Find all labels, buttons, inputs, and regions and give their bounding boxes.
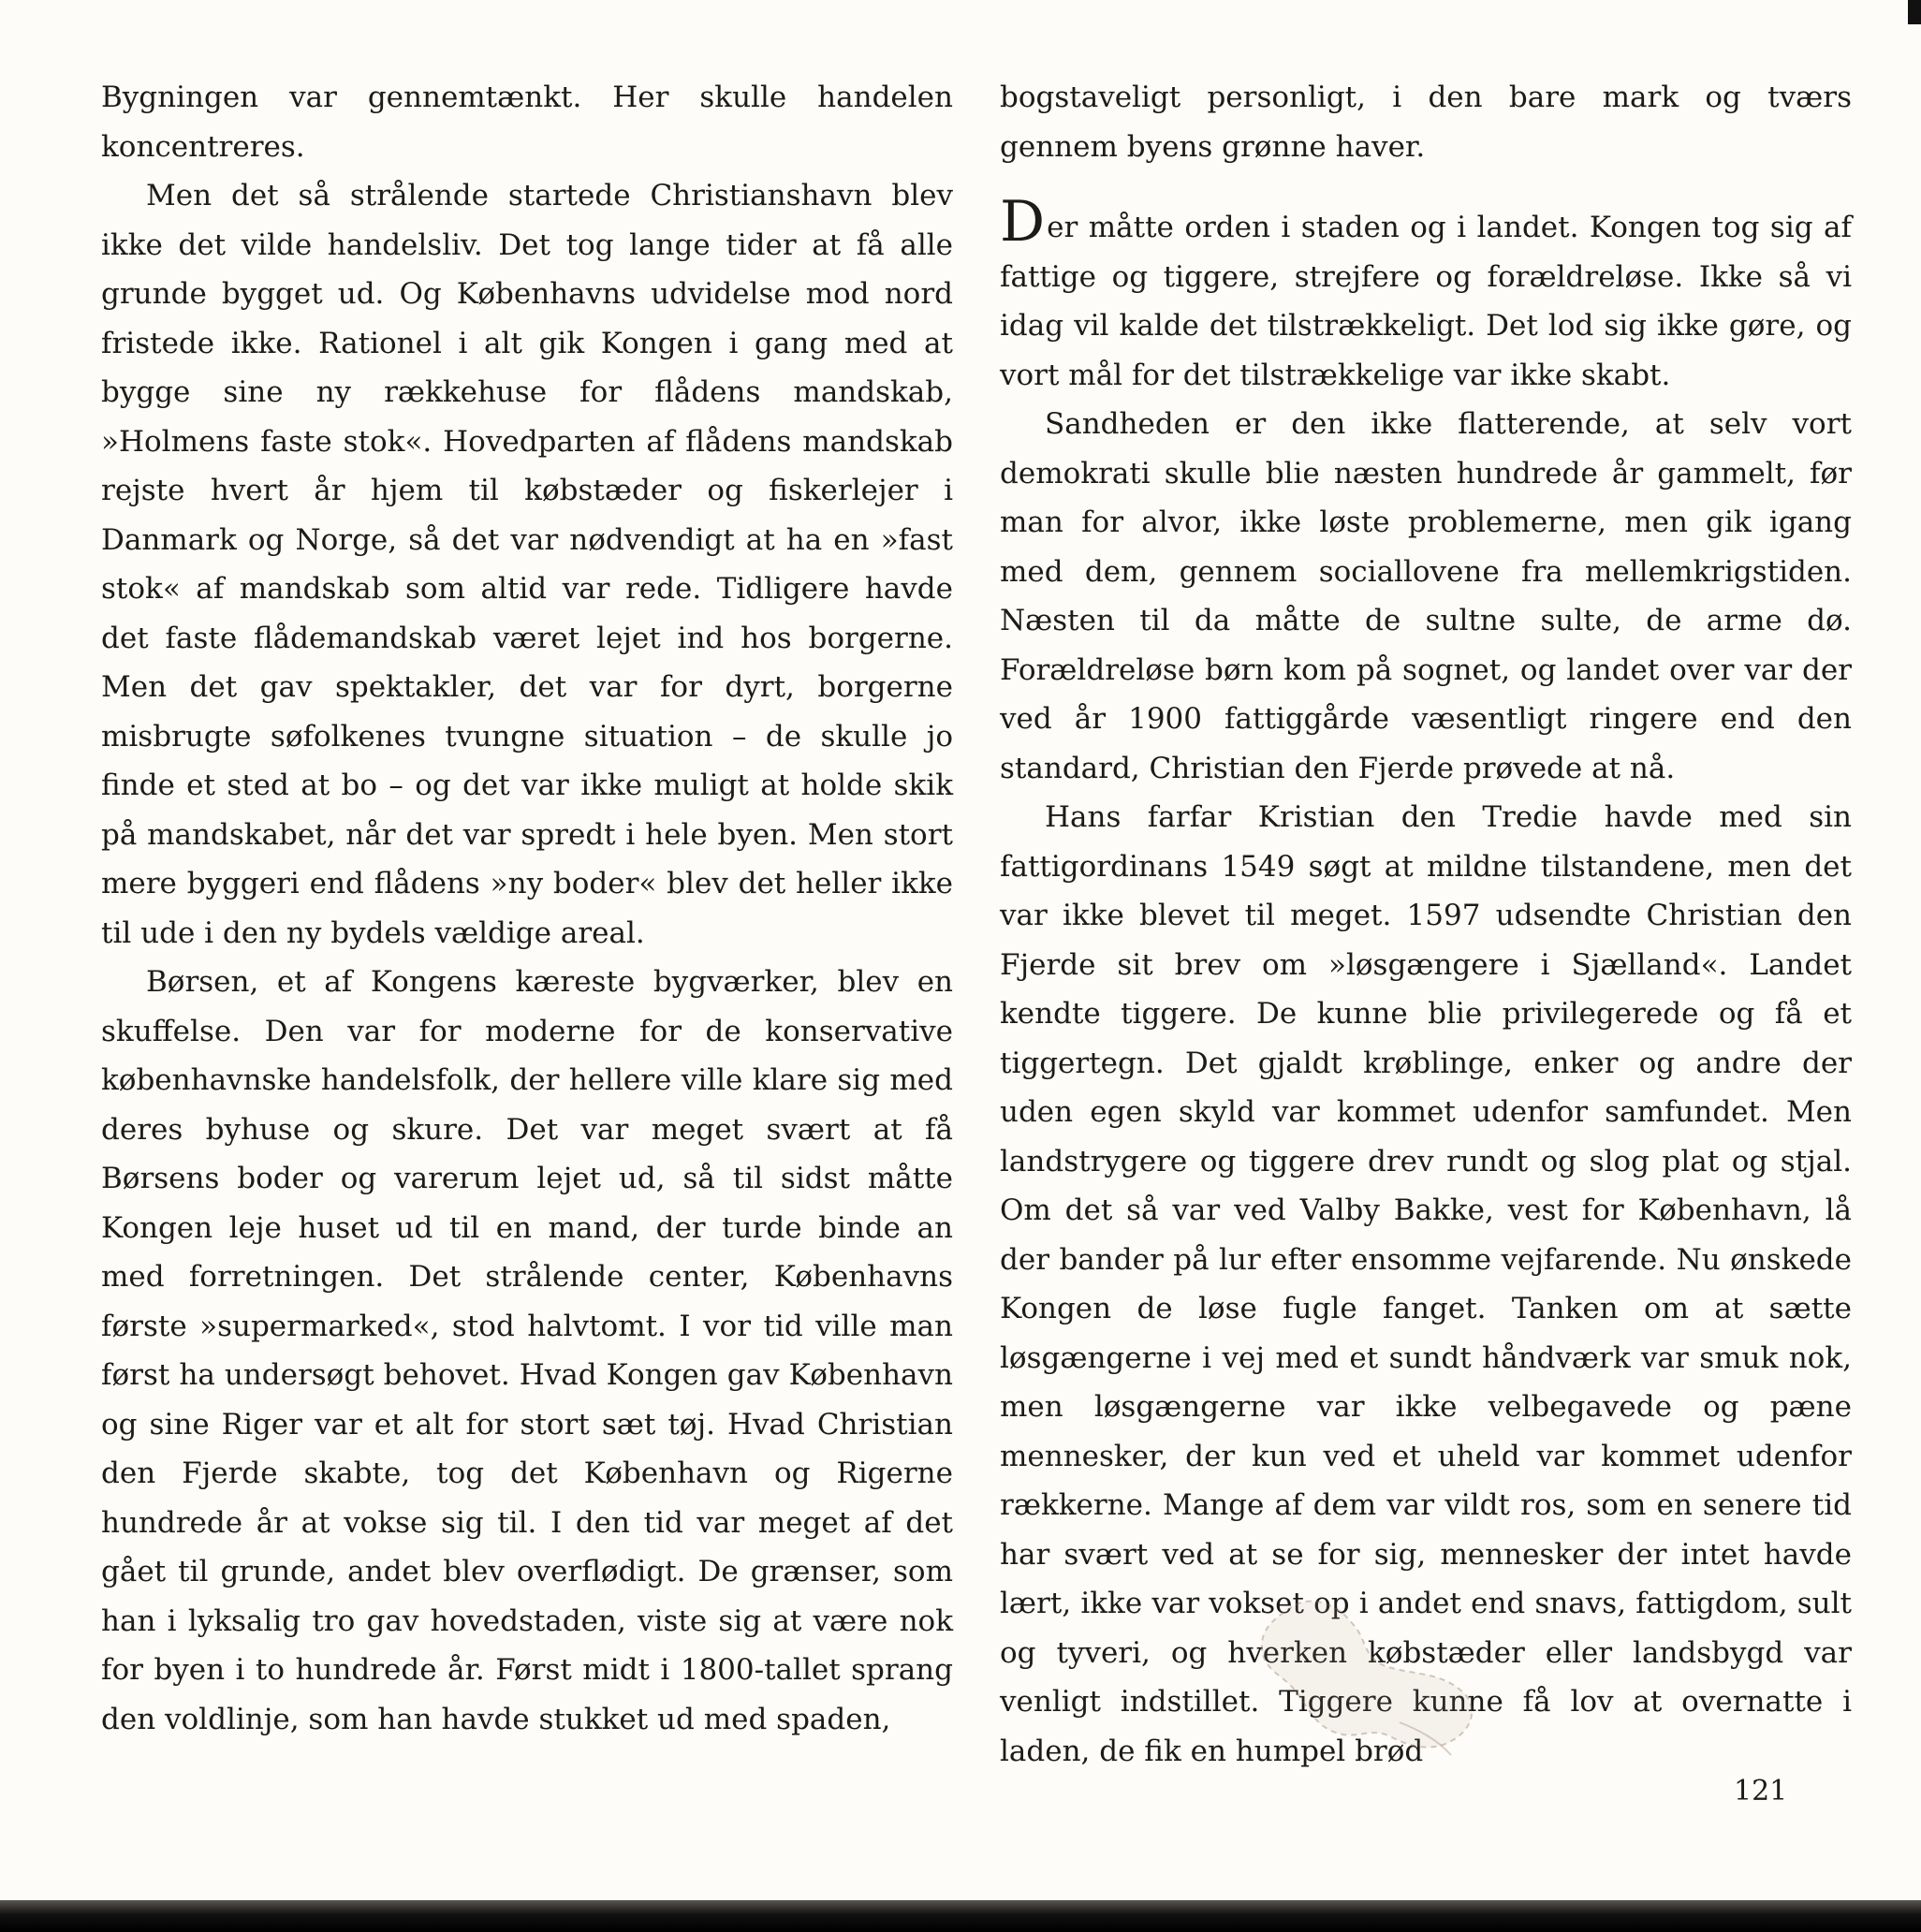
page-number: 121 [1734, 1775, 1788, 1808]
section-first-text: er måtte orden i staden og i landet. Kongen tog sig af fattige og tiggere, strejfere og forældreløse. Ikke så vi idag vil kalde det tilstrækkeligt. Det lod sig ikke gøre, og vort mål for det tilstrækkelige var ikke skabt. [1000, 211, 1852, 392]
scan-corner-mark [1908, 0, 1921, 24]
right-column [1000, 73, 1852, 1776]
paragraph: Men det så strålende startede Christianshavn blev ikke det vilde handelsliv. Det tog lange tider at få alle grunde bygget ud. Og Københavns udvidelse mod nord fristede ikke. Rationel i alt gik Kongen i gang med at bygge sine ny rækkehuse for flådens mandskab, »Holmens faste stok«. Hovedparten af flådens mandskab rejste hvert år hjem til købstæder og fiskerlejer i Danmark og Norge, så det var nødvendigt at ha en »fast stok« af mandskab som altid var rede. Tidligere havde det faste flådemandskab været lejet ind hos borgerne. Men det gav spektakler, det var for dyrt, borgerne misbrugte søfolkenes tvungne situation – de skulle jo finde et sted at bo – og det var ikke muligt at holde skik på mandskabet, når det var spredt i hele byen. Men stort mere byggeri end flådens »ny boder« blev det heller ikke til ude i den ny bydels vældige areal. [101, 179, 953, 950]
section-start-paragraph [1000, 189, 1852, 400]
paragraph: Sandheden er den ikke flatterende, at selv vort demokrati skulle blie næsten hundrede år gammelt, før man for alvor, ikke løste problemerne, men gik igang med dem, gennem sociallovene fra mellemkrigstiden. Næsten til da måtte de sultne sulte, de arme dø. Forældreløse børn kom på sognet, og landet over var der ved år 1900 fattiggårde væsentligt ringere end den standard, Christian den Fjerde prøvede at nå. [1000, 407, 1852, 785]
paragraph: Børsen, et af Kongens kæreste bygværker, blev en skuffelse. Den var for moderne for de konservative københavnske handelsfolk, der hellere ville klare sig med deres byhuse og skure. Det var meget svært at få Børsens boder og varerum lejet ud, så til sidst måtte Kongen leje huset ud til en mand, der turde binde an med forretningen. Det strålende center, Københavns første »supermarked«, stod halvtomt. I vor tid ville man først ha undersøgt behovet. Hvad Kongen gav København og sine Riger var et alt for stort sæt tøj. Hvad Christian den Fjerde skabte, tog det København og Rigerne hundrede år at vokse sig til. I den tid var meget af det gået til grunde, andet blev overflødigt. De grænser, som han i lyksalig tro gav hovedstaden, viste sig at være nok for byen i to hundrede år. Først midt i 1800-tallet sprang den voldlinje, som han havde stukket ud med spaden, [101, 965, 953, 1736]
scan-bottom-edge [0, 1900, 1921, 1932]
paragraph: Bygningen var gennemtænkt. Her skulle handelen koncentreres. [101, 80, 953, 164]
drop-cap: D [1000, 189, 1046, 255]
paragraph: Hans farfar Kristian den Tredie havde med sin fattigordinans 1549 søgt at mildne tilstandene, men det var ikke blevet til meget. 1597 udsendte Christian den Fjerde sit brev om »løsgængere i Sjælland«. Landet kendte tiggere. De kunne blie privilegerede og få et tiggertegn. Det gjaldt krøblinge, enker og andre der uden egen skyld var kommet udenfor samfundet. Men landstrygere og tiggere drev rundt og slog plat og stjal. Om det så var ved Valby Bakke, vest for København, lå der bander på lur efter ensomme vejfarende. Nu ønskede Kongen de løse fugle fanget. Tanken om at sætte løsgængerne i vej med et sundt håndværk var smuk nok, men løsgængerne var ikke velbegavede og pæne mennesker, der kun ved et uheld var kommet udenfor rækkerne. Mange af dem var vildt ros, som en senere tid har svært ved at se for sig, mennesker der intet havde lært, ikke var vokset op i andet end snavs, fattigdom, sult og tyveri, og hverken købstæder eller landsbygd var venligt indstillet. Tiggere kunne få lov at overnatte i laden, de fik en humpel brød [1000, 800, 1852, 1768]
paragraph-continued: bogstaveligt personligt, i den bare mark og tværs gennem byens grønne haver. [1000, 80, 1852, 164]
left-column [101, 73, 953, 1744]
